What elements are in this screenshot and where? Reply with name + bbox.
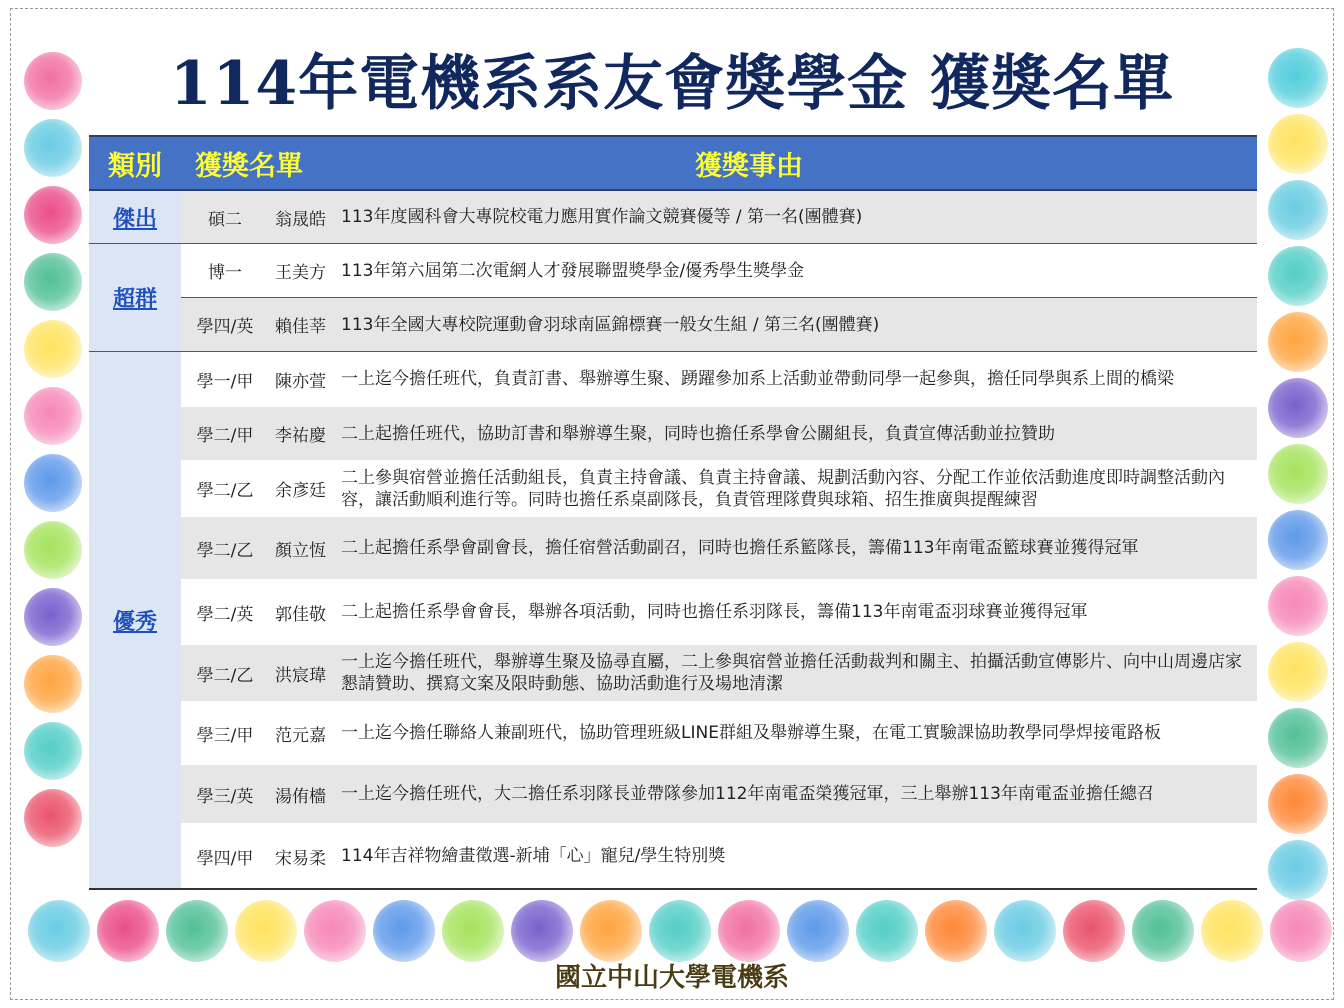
reason-cell: 一上迄今擔任聯絡人兼副班代，協助管理班級LINE群組及舉辦導生聚，在電工實驗課協助教學同學焊接電路板 (341, 723, 1161, 743)
header-name: 獲獎名單 (195, 150, 303, 182)
class-cell: 學一/甲 (196, 371, 254, 392)
watercolor-dot (24, 521, 82, 579)
watercolor-dot (1268, 180, 1328, 240)
watercolor-dot (580, 900, 642, 962)
watercolor-dot (925, 900, 987, 962)
category-cell (89, 191, 181, 243)
watercolor-dot (718, 900, 780, 962)
watercolor-dot (994, 900, 1056, 962)
watercolor-dot (373, 900, 435, 962)
watercolor-dot (1268, 312, 1328, 372)
watercolor-dot (24, 588, 82, 646)
category-link[interactable]: 超群 (112, 287, 157, 312)
watercolor-dot (1268, 378, 1328, 438)
watercolor-dot (24, 655, 82, 713)
class-cell: 博一 (208, 263, 242, 283)
watercolor-dot (24, 454, 82, 512)
reason-cell: 一上迄今擔任班代，負責訂書、舉辦導生聚、踴躍參加系上活動並帶動同學一起參與，擔任同學與系上間的橋梁 (341, 369, 1174, 389)
watercolor-dot (1063, 900, 1125, 962)
watercolor-dot (24, 119, 82, 177)
award-table (89, 135, 1257, 890)
watercolor-dot (24, 722, 82, 780)
header-category: 類別 (108, 150, 162, 182)
class-cell: 學三/英 (196, 786, 254, 807)
name-cell: 范元嘉 (275, 725, 326, 746)
watercolor-dot (28, 900, 90, 962)
reason-cell: 113年度國科會大專院校電力應用實作論文競賽優等 / 第一名(團體賽) (341, 207, 863, 227)
table-row (181, 765, 1257, 824)
table-row (181, 352, 1257, 407)
class-cell: 學二/乙 (196, 481, 254, 501)
class-cell: 學二/甲 (196, 426, 254, 446)
watercolor-dot (511, 900, 573, 962)
reason-cell: 一上迄今擔任班代，舉辦導生聚及協尋直屬，二上參與宿營並擔任活動裁判和關主、拍攝活動宣傳影片、向中山周邊店家懇請贊助、撰寫文案及限時動態、協助活動進行及場地清潔 (341, 652, 1242, 694)
group-excellent (89, 352, 1257, 890)
watercolor-dot (24, 253, 82, 311)
category-link[interactable]: 優秀 (112, 609, 157, 635)
table-row (181, 580, 1257, 645)
watercolor-dot (787, 900, 849, 962)
category-cell (89, 244, 181, 351)
group-outstanding (89, 191, 1257, 244)
header-reason: 獲獎事由 (695, 150, 803, 182)
reason-cell: 二上起擔任班代，協助訂書和舉辦導生聚，同時也擔任系學會公關組長，負責宣傳活動並拉贊助 (341, 423, 1055, 444)
name-cell: 李祐慶 (275, 426, 326, 446)
watercolor-dot (1268, 642, 1328, 702)
watercolor-dot (24, 387, 82, 445)
watercolor-dot (24, 186, 82, 244)
group-superior (89, 244, 1257, 352)
name-cell: 賴佳莘 (275, 317, 326, 337)
page-title: 114年電機系系友會獎學金 獲獎名單 (169, 49, 1175, 119)
watercolor-dot (1268, 576, 1328, 636)
class-cell: 學四/甲 (196, 848, 254, 869)
name-cell: 陳亦萱 (275, 371, 326, 392)
table-row (181, 645, 1257, 702)
table-row (181, 517, 1257, 580)
watercolor-dot (24, 789, 82, 847)
category-link[interactable]: 傑出 (112, 206, 157, 232)
name-cell: 王美方 (275, 263, 326, 283)
watercolor-dot (1268, 774, 1328, 834)
category-cell (89, 352, 181, 888)
reason-cell: 二上起擔任系學會會長，舉辦各項活動，同時也擔任系羽隊長，籌備113年南電盃羽球賽並獲得冠軍 (341, 602, 1088, 622)
table-row (181, 461, 1257, 517)
table-row (181, 298, 1257, 351)
reason-cell: 113年第六屆第二次電網人才發展聯盟獎學金/優秀學生獎學金 (341, 260, 805, 281)
reason-cell: 二上參與宿營並擔任活動組長，負責主持會議、負責主持會議、規劃活動內容、分配工作並依活動進度即時調整活動內容，讓活動順利進行等。同時也擔任系桌副隊長，負責管理隊費與球箱、招生推廣與提醒練習 (341, 467, 1225, 510)
reason-cell: 113年全國大專校院運動會羽球南區錦標賽一般女生組 / 第三名(團體賽) (341, 314, 880, 335)
name-cell: 余彥廷 (275, 481, 326, 501)
watercolor-dot (649, 900, 711, 962)
watercolor-dot (1268, 708, 1328, 768)
watercolor-dot (1201, 900, 1263, 962)
watercolor-dot (1270, 900, 1332, 962)
table-header (89, 135, 1257, 191)
reason-cell: 一上迄今擔任班代，大二擔任系羽隊長並帶隊參加112年南電盃榮獲冠軍，三上舉辦113年南電盃並擔任總召 (341, 784, 1154, 804)
watercolor-dot (97, 900, 159, 962)
class-cell: 學二/英 (196, 604, 254, 625)
name-cell: 宋易柔 (275, 848, 326, 869)
class-cell: 學二/乙 (196, 665, 254, 686)
reason-cell: 二上起擔任系學會副會長，擔任宿營活動副召，同時也擔任系籃隊長，籌備113年南電盃籃球賽並獲得冠軍 (341, 538, 1139, 558)
watercolor-dot (1268, 840, 1328, 900)
class-cell: 學二/乙 (196, 540, 254, 561)
footer-school-name: 國立中山大學電機系 (554, 963, 789, 993)
watercolor-dot (856, 900, 918, 962)
name-cell: 洪宸瑋 (275, 665, 326, 686)
class-cell: 學三/甲 (196, 725, 254, 746)
table-row (181, 191, 1257, 243)
reason-cell: 114年吉祥物繪畫徵選-新埔「心」寵兒/學生特別獎 (341, 846, 726, 866)
watercolor-dot (304, 900, 366, 962)
watercolor-dot (24, 320, 82, 378)
name-cell: 顏立恆 (275, 540, 326, 561)
watercolor-dot (235, 900, 297, 962)
watercolor-dot (166, 900, 228, 962)
watercolor-dot (1132, 900, 1194, 962)
name-cell: 翁晟皓 (275, 209, 326, 230)
watercolor-dot (1268, 444, 1328, 504)
table-row (181, 244, 1257, 298)
class-cell: 碩二 (208, 209, 242, 230)
watercolor-dot (1268, 246, 1328, 306)
table-row (181, 702, 1257, 765)
table-row (181, 824, 1257, 888)
table-row (181, 407, 1257, 461)
watercolor-dot (442, 900, 504, 962)
name-cell: 湯侑檣 (275, 786, 326, 807)
name-cell: 郭佳敬 (275, 604, 326, 625)
class-cell: 學四/英 (196, 317, 254, 337)
watercolor-dot (1268, 510, 1328, 570)
